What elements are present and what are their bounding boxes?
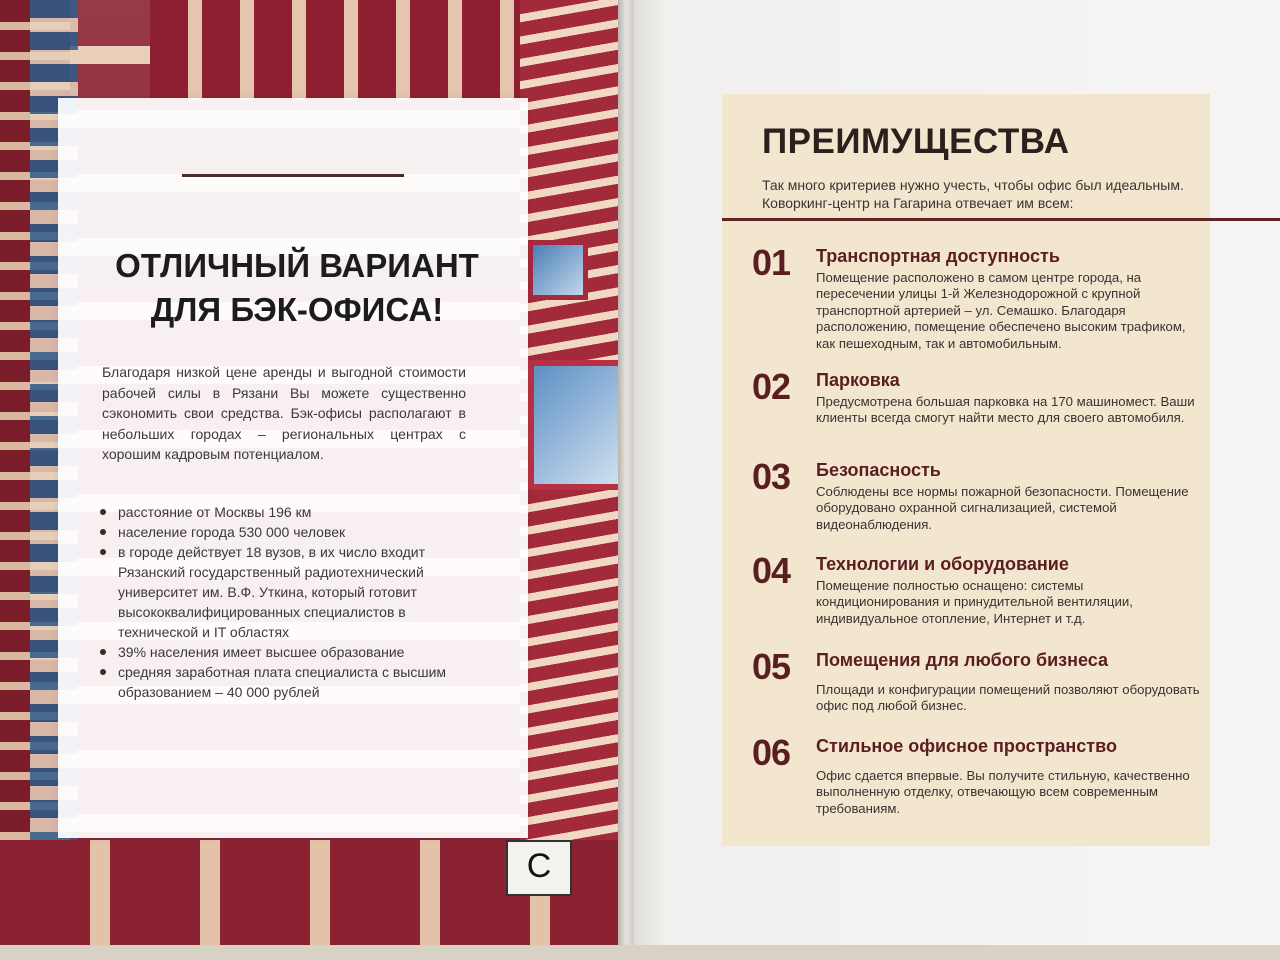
advantage-text: Помещение расположено в самом центре города, на пересечении улицы 1-й Железнодорожной с крупной транспортной артерией – ул. Семашко. Благодаря расположению, помещение обеспечено высоким трафиком, как пешеходным, так и автомобильным.: [816, 270, 1186, 351]
advantage-text: Офис сдается впервые. Вы получите стильную, качественно выполненную отделку, отвечающую всем современным требованиям.: [816, 768, 1190, 816]
list-item: [98, 662, 478, 702]
advantage-text: Помещение полностью оснащено: системы кондиционирования и принудительной вентиляции, индивидуальное отопление, Интернет и т.д.: [816, 578, 1133, 626]
list-item-text: средняя заработная плата специалиста с высшим образованием – 40 000 рублей: [118, 664, 447, 700]
bullet-icon: [100, 509, 106, 515]
advantages-intro: Так много критериев нужно учесть, чтобы офис был идеальным. Коворкинг-центр на Гагарина отвечает им всем:: [762, 177, 1184, 211]
list-item-text: население города 530 000 человек: [118, 524, 346, 540]
title-line: ОТЛИЧНЫЙ ВАРИАНТ: [115, 247, 479, 284]
facts-list: [98, 502, 478, 702]
building-window: [528, 240, 588, 300]
advantage-text: Предусмотрена большая парковка на 170 машиномест. Ваши клиенты всегда смогут найти место для своего автомобиля.: [816, 394, 1195, 426]
advantage-number: 04: [752, 550, 791, 591]
advantage-title: Парковка: [816, 370, 900, 390]
advantage-title: Стильное офисное пространство: [816, 736, 1117, 756]
list-item-text: расстояние от Москвы 196 км: [118, 504, 312, 520]
advantage-number: 05: [752, 646, 791, 687]
bullet-icon: [100, 529, 106, 535]
intro-paragraph: Благодаря низкой цене аренды и выгодной стоимости рабочей силы в Рязани Вы можете существенно сэкономить свои средства. Бэк-офисы располагают в небольших городах – региональных центрах с хорошим кадровым потенциалом.: [102, 364, 466, 462]
bullet-icon: [100, 549, 106, 555]
list-item-text: в городе действует 18 вузов, в их число входит Рязанский государственный радиотехнический университет им. В.Ф. Уткина, который готовит высококвалифицированных специалистов в технической и IT областях: [118, 544, 425, 640]
advantage-number: 03: [752, 456, 791, 497]
advantage-number: 01: [752, 242, 791, 283]
building-photo-top: [150, 0, 530, 100]
list-item: [98, 542, 478, 642]
advantages-title: ПРЕИМУЩЕСТВА: [762, 122, 1070, 161]
building-sign: C: [506, 840, 572, 896]
divider: [182, 174, 404, 177]
page-title: [82, 244, 512, 332]
left-page: [0, 0, 628, 948]
advantage-title: Транспортная доступность: [816, 246, 1060, 266]
table-surface: [0, 945, 1280, 959]
advantage-title: Технологии и оборудование: [816, 554, 1069, 574]
bullet-icon: [100, 649, 106, 655]
bullet-icon: [100, 669, 106, 675]
building-window: [528, 360, 624, 490]
list-item-text: 39% населения имеет высшее образование: [118, 644, 405, 660]
title-line: ДЛЯ БЭК-ОФИСА!: [150, 291, 444, 328]
advantage-title: Помещения для любого бизнеса: [816, 650, 1108, 670]
divider: [722, 218, 1280, 221]
info-panel: [58, 98, 528, 838]
advantage-text: Площади и конфигурации помещений позволяют оборудовать офис под любой бизнес.: [816, 682, 1200, 714]
list-item: [98, 522, 478, 542]
booklet-spine: [618, 0, 634, 945]
advantage-text: Соблюдены все нормы пожарной безопасности. Помещение оборудовано охранной сигнализацией, системой видеонаблюдения.: [816, 484, 1189, 532]
advantage-number: 06: [752, 732, 791, 773]
list-item: [98, 642, 478, 662]
advantage-title: Безопасность: [816, 460, 941, 480]
advantage-number: 02: [752, 366, 791, 407]
advantages-panel: [722, 94, 1210, 846]
list-item: [98, 502, 478, 522]
